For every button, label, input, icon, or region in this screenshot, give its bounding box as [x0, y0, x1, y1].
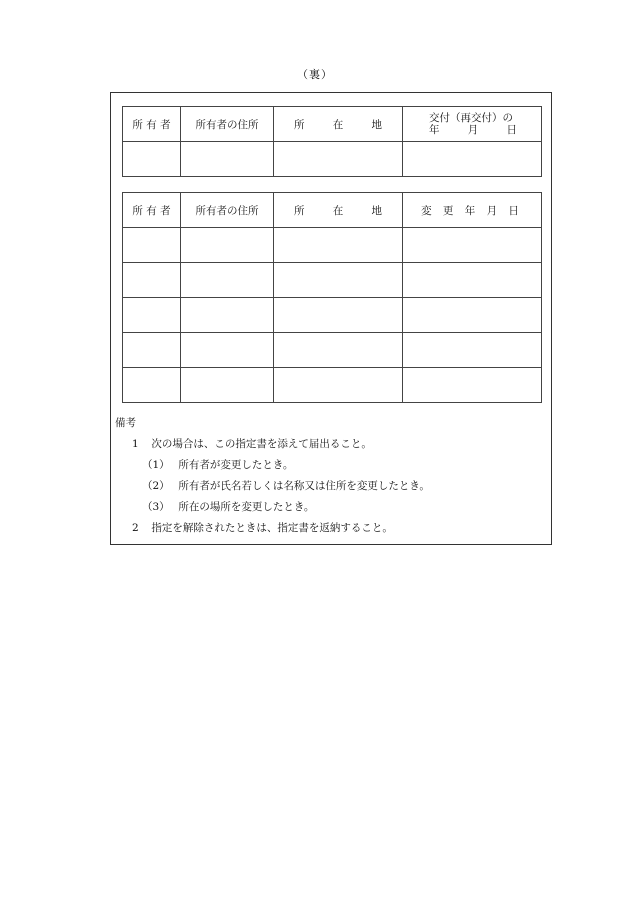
- cell-owner[interactable]: [123, 333, 181, 368]
- header-location-char-1: 所: [294, 118, 305, 131]
- cell-issue-date[interactable]: [403, 142, 542, 177]
- cell-owner[interactable]: [123, 298, 181, 333]
- header-issue-day: 日: [506, 124, 517, 136]
- subitem-number: （1）: [142, 459, 170, 471]
- change-table-row: [123, 333, 542, 368]
- issue-table: [122, 106, 542, 177]
- notes-section: [115, 413, 430, 539]
- cell-owner-address[interactable]: [181, 228, 274, 263]
- subitem-text: 所有者が氏名若しくは名称又は住所を変更したとき。: [178, 480, 430, 492]
- page-heading: （裏）: [297, 68, 333, 81]
- cell-location[interactable]: [274, 142, 403, 177]
- notes-heading: 備考: [115, 417, 136, 429]
- cell-location[interactable]: [274, 298, 403, 333]
- note-item-2: [115, 518, 430, 539]
- issue-table-header-row: [123, 107, 542, 142]
- header-location-char-2: 在: [332, 204, 344, 217]
- cell-location[interactable]: [274, 263, 403, 298]
- note-subitem-3: [115, 497, 430, 518]
- change-table: [122, 192, 542, 403]
- header-owner-address: 所有者の住所: [181, 107, 274, 142]
- cell-location[interactable]: [274, 333, 403, 368]
- note-text: 指定を解除されたときは、指定書を返納すること。: [151, 522, 393, 534]
- note-text: 次の場合は、この指定書を添えて届出ること。: [151, 438, 372, 450]
- header-issue-year: 年: [429, 124, 440, 136]
- note-item-1: [115, 434, 430, 455]
- change-table-row: [123, 263, 542, 298]
- note-subitem-1: [115, 455, 430, 476]
- change-table-row: [123, 298, 542, 333]
- subitem-text: 所在の場所を変更したとき。: [178, 501, 315, 513]
- header-location-char-2: 在: [332, 118, 344, 131]
- change-table-header-row: [123, 193, 542, 228]
- cell-owner-address[interactable]: [181, 333, 274, 368]
- cell-owner-address[interactable]: [181, 142, 274, 177]
- header-owner: 所 有 者: [123, 193, 181, 228]
- note-number: 1: [132, 438, 139, 450]
- header-location-char-1: 所: [294, 204, 305, 217]
- header-owner-address: 所有者の住所: [181, 193, 274, 228]
- cell-owner-address[interactable]: [181, 263, 274, 298]
- cell-owner[interactable]: [123, 263, 181, 298]
- cell-change-date[interactable]: [403, 228, 542, 263]
- header-change-date: 変 更 年 月 日: [403, 193, 542, 228]
- header-location-char-3: 地: [371, 204, 382, 217]
- subitem-number: （2）: [142, 480, 170, 492]
- header-location-char-3: 地: [371, 118, 382, 131]
- cell-owner[interactable]: [123, 142, 181, 177]
- cell-location[interactable]: [274, 368, 403, 403]
- cell-owner[interactable]: [123, 228, 181, 263]
- cell-owner-address[interactable]: [181, 298, 274, 333]
- form-frame: [110, 92, 552, 545]
- cell-change-date[interactable]: [403, 298, 542, 333]
- header-issue-date: [403, 107, 542, 142]
- issue-table-row: [123, 142, 542, 177]
- note-subitem-2: [115, 476, 430, 497]
- subitem-number: （3）: [142, 501, 170, 513]
- change-table-row: [123, 368, 542, 403]
- header-issue-month: 月: [467, 124, 479, 136]
- change-table-row: [123, 228, 542, 263]
- note-number: 2: [132, 522, 139, 534]
- cell-location[interactable]: [274, 228, 403, 263]
- cell-change-date[interactable]: [403, 263, 542, 298]
- cell-owner[interactable]: [123, 368, 181, 403]
- cell-change-date[interactable]: [403, 368, 542, 403]
- cell-owner-address[interactable]: [181, 368, 274, 403]
- header-issue-line1: 交付（再交付）の: [429, 112, 513, 124]
- header-location: [274, 193, 403, 228]
- header-location: [274, 107, 403, 142]
- header-owner: 所 有 者: [123, 107, 181, 142]
- cell-change-date[interactable]: [403, 333, 542, 368]
- subitem-text: 所有者が変更したとき。: [178, 459, 294, 471]
